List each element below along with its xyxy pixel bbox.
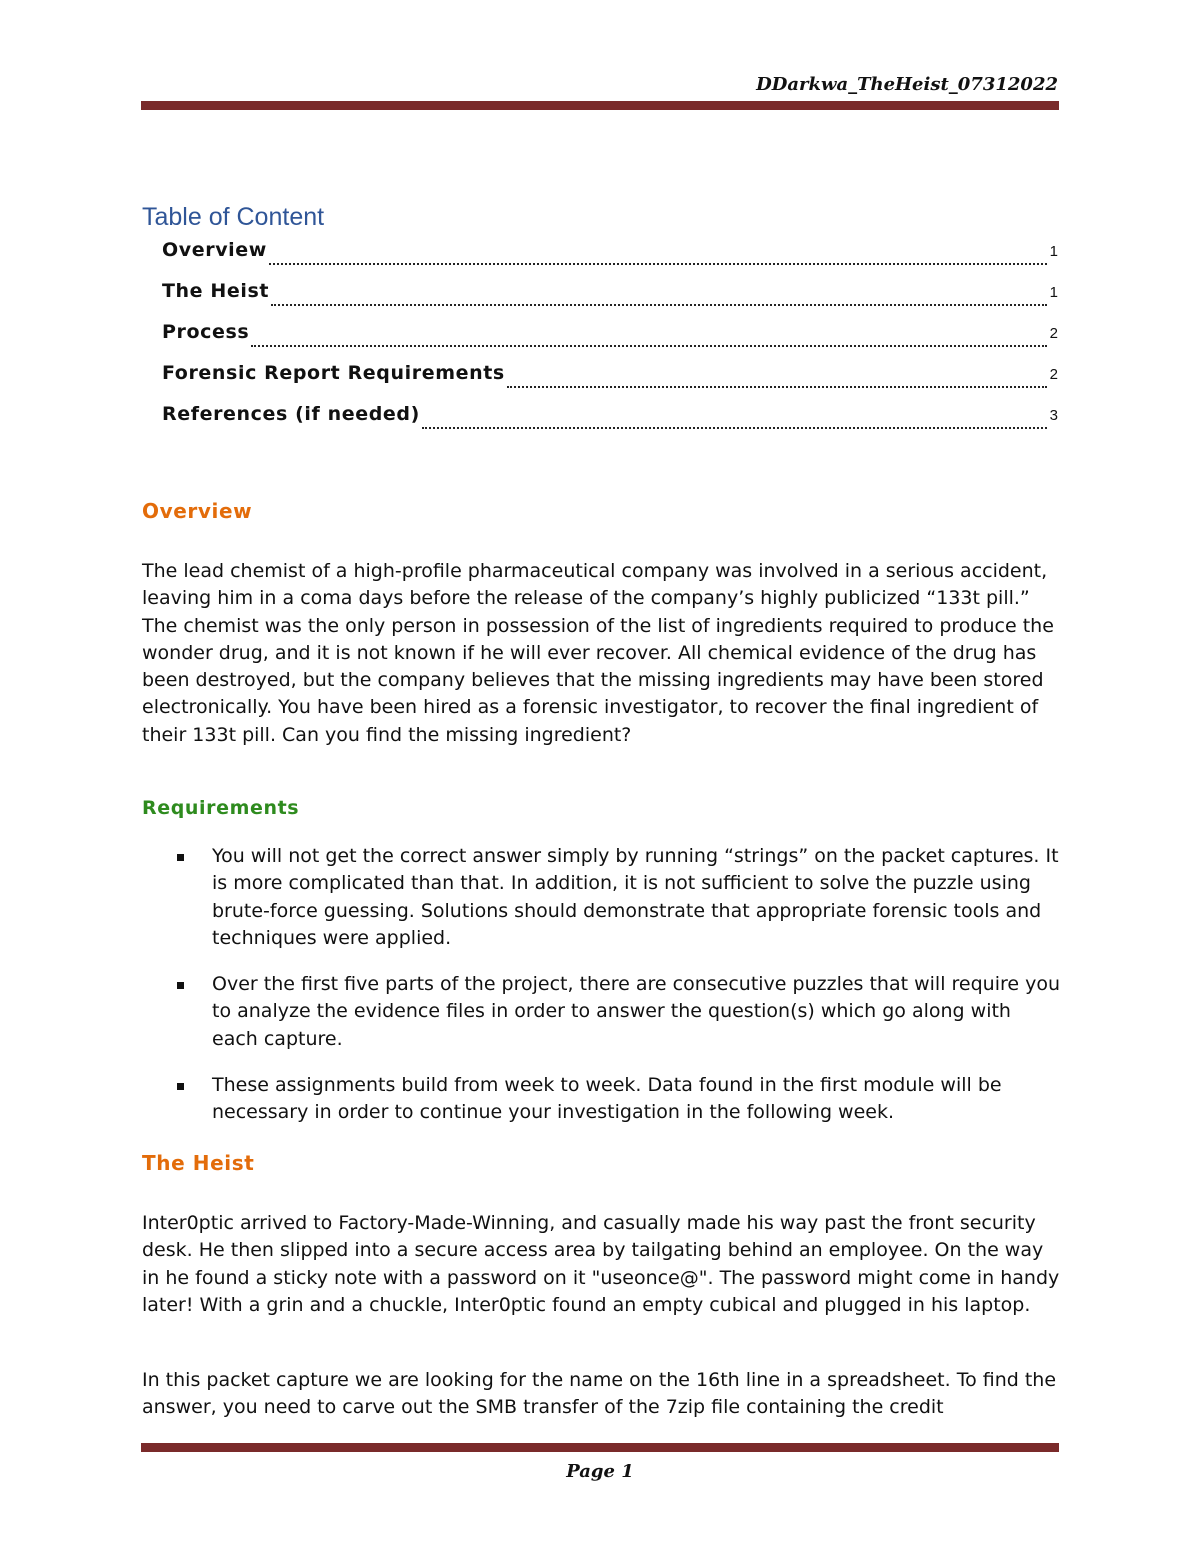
the-heist-heading: The Heist [142, 1151, 255, 1175]
toc-entry-page: 3 [1049, 407, 1058, 424]
heist-paragraph-1: Inter0ptic arrived to Factory-Made-Winning, and casually made his way past the front security desk. He then slipped into a secure access area by tailgating behind an employee. On the way in he found a sticky note with a password on it "useonce@". The password might come in handy later! With a grin and a chuckle, Inter0ptic found an empty cubical and plugged in his laptop. [142, 1212, 1060, 1316]
toc-leader-dots [271, 304, 1047, 306]
list-item-text: Over the first five parts of the project, there are consecutive puzzles that will require you to analyze the evidence files in order to answer the question(s) which go along with each capture. [212, 973, 1061, 1050]
toc-entry-overview[interactable] [162, 236, 1058, 277]
toc-leader-dots [251, 345, 1046, 347]
overview-paragraph: The lead chemist of a high-profile pharmaceutical company was involved in a serious accident, leaving him in a coma days before the release of the company’s highly publicized “133t pill.” The chemist was the only person in possession of the list of ingredients required to produce the wonder drug, and it is not known if he will ever recover. All chemical evidence of the drug has been destroyed, but the company believes that the missing ingredients may have been stored electronically. You have been hired as a forensic investigator, to recover the final ingredient of their 133t pill. Can you find the missing ingredient? [142, 560, 1054, 746]
toc-entry-page: 2 [1049, 366, 1058, 383]
requirements-heading: Requirements [142, 797, 300, 819]
list-item [142, 971, 1062, 1053]
toc-entry-label: Forensic Report Requirements [162, 362, 505, 384]
requirements-list [142, 843, 1062, 1146]
list-item [142, 843, 1062, 952]
toc-heading: Table of Content [142, 203, 325, 231]
list-item-text: You will not get the correct answer simply by running “strings” on the packet captures. It is more complicated than that. In addition, it is not sufficient to solve the puzzle using brute-force guessing. Solutions should demonstrate that appropriate forensic tools and techniques were applied. [212, 845, 1059, 949]
footer-rule [141, 1443, 1059, 1452]
toc-entry-the-heist[interactable] [162, 277, 1058, 318]
toc-entry-page: 1 [1049, 243, 1058, 260]
toc-entry-label: References (if needed) [162, 403, 420, 425]
toc-entry-label: Process [162, 321, 250, 343]
toc-leader-dots [269, 263, 1047, 265]
overview-heading: Overview [142, 499, 253, 523]
toc-entry-page: 1 [1049, 284, 1058, 301]
toc-leader-dots [507, 386, 1047, 388]
page-number: Page 1 [566, 1461, 634, 1482]
toc-leader-dots [422, 427, 1047, 429]
document-header-id: DDarkwa_TheHeist_07312022 [756, 74, 1058, 95]
heist-paragraph-2: In this packet capture we are looking for the name on the 16th line in a spreadsheet. To find the answer, you need to carve out the SMB transfer of the 7zip file containing the credit [142, 1369, 1057, 1419]
toc-entry-forensic-report-requirements[interactable] [162, 359, 1058, 400]
toc-entry-references[interactable] [162, 400, 1058, 441]
table-of-contents [162, 236, 1058, 441]
square-bullet-icon [177, 1083, 184, 1090]
square-bullet-icon [177, 982, 184, 989]
toc-entry-label: Overview [162, 239, 267, 261]
toc-entry-label: The Heist [162, 280, 270, 302]
toc-entry-page: 2 [1049, 325, 1058, 342]
toc-entry-process[interactable] [162, 318, 1058, 359]
square-bullet-icon [177, 854, 184, 861]
header-rule [141, 101, 1059, 110]
list-item [142, 1072, 1062, 1127]
list-item-text: These assignments build from week to week. Data found in the first module will be necessary in order to continue your investigation in the following week. [212, 1074, 1002, 1124]
